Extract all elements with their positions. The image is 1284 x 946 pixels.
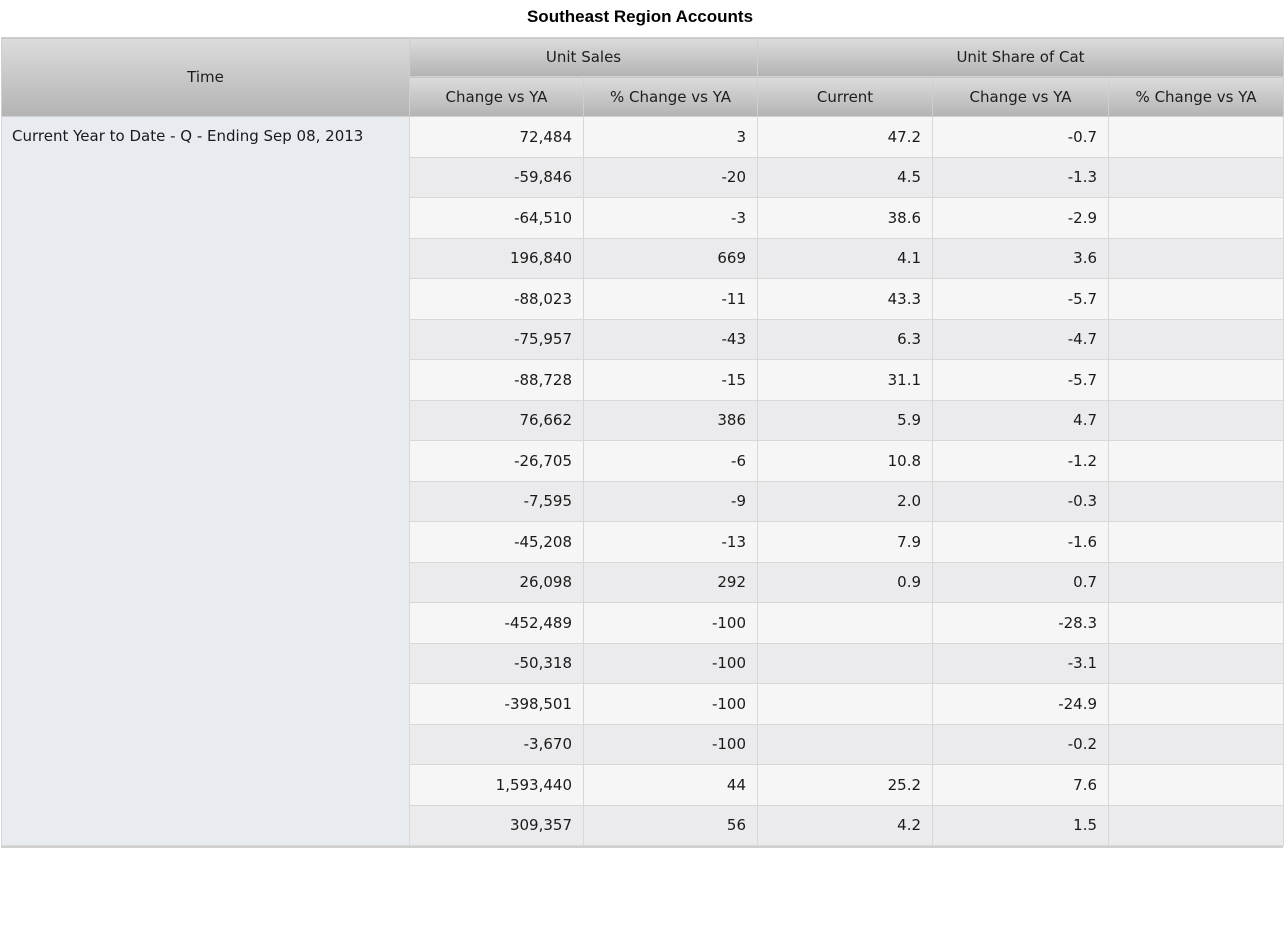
unit-sales-group-header[interactable]: Unit Sales [410, 38, 758, 77]
table-cell: 7.6 [933, 765, 1109, 806]
table-cell: 0.9 [758, 562, 933, 603]
table-cell [1109, 238, 1284, 279]
table-cell: 4.5 [758, 157, 933, 198]
table-cell: -59,846 [410, 157, 584, 198]
table-cell [1109, 117, 1284, 158]
table-cell: -100 [584, 724, 758, 765]
table-cell: -100 [584, 643, 758, 684]
table-cell: 72,484 [410, 117, 584, 158]
table-cell: -100 [584, 684, 758, 725]
table-cell: -28.3 [933, 603, 1109, 644]
table-cell [1109, 481, 1284, 522]
table-cell [1109, 400, 1284, 441]
table-cell: -6 [584, 441, 758, 482]
table-cell: -9 [584, 481, 758, 522]
table-cell: -7,595 [410, 481, 584, 522]
table-cell: 56 [584, 805, 758, 846]
table-bottom-border [1, 846, 1283, 848]
table-cell: 43.3 [758, 279, 933, 320]
table-cell: 5.9 [758, 400, 933, 441]
table-cell: -13 [584, 522, 758, 563]
column-header[interactable]: % Change vs YA [584, 77, 758, 117]
table-cell [758, 643, 933, 684]
table-cell: 6.3 [758, 319, 933, 360]
table-cell: -4.7 [933, 319, 1109, 360]
column-header[interactable]: % Change vs YA [1109, 77, 1284, 117]
table-cell: 4.2 [758, 805, 933, 846]
column-header[interactable]: Change vs YA [410, 77, 584, 117]
table-cell: 4.1 [758, 238, 933, 279]
table-cell: 7.9 [758, 522, 933, 563]
table-cell: -100 [584, 603, 758, 644]
table-cell: 25.2 [758, 765, 933, 806]
table-cell: -64,510 [410, 198, 584, 239]
table-cell: 2.0 [758, 481, 933, 522]
time-column-header[interactable]: Time [2, 38, 410, 117]
table-cell [1109, 157, 1284, 198]
table-cell: -398,501 [410, 684, 584, 725]
table-cell: -0.3 [933, 481, 1109, 522]
table-cell [1109, 279, 1284, 320]
table-cell: 292 [584, 562, 758, 603]
report-title: Southeast Region Accounts [526, 7, 754, 26]
table-cell: 26,098 [410, 562, 584, 603]
table-cell: 10.8 [758, 441, 933, 482]
table-cell: 76,662 [410, 400, 584, 441]
table-cell: -2.9 [933, 198, 1109, 239]
table-cell: 1,593,440 [410, 765, 584, 806]
table-cell: 3.6 [933, 238, 1109, 279]
table-cell: -88,023 [410, 279, 584, 320]
table-cell [1109, 562, 1284, 603]
table-cell: 44 [584, 765, 758, 806]
table-cell: 0.7 [933, 562, 1109, 603]
table-cell [1109, 684, 1284, 725]
table-cell: -1.2 [933, 441, 1109, 482]
table-cell: -452,489 [410, 603, 584, 644]
column-header[interactable]: Change vs YA [933, 77, 1109, 117]
table-cell: 31.1 [758, 360, 933, 401]
table-cell: -26,705 [410, 441, 584, 482]
table-cell [1109, 603, 1284, 644]
table-cell [758, 684, 933, 725]
table-cell: 38.6 [758, 198, 933, 239]
table-cell: 3 [584, 117, 758, 158]
table-cell: -5.7 [933, 279, 1109, 320]
table-cell: -88,728 [410, 360, 584, 401]
table-cell: 309,357 [410, 805, 584, 846]
time-row-label: Current Year to Date - Q - Ending Sep 08, 2013 [2, 117, 410, 846]
table-cell: -50,318 [410, 643, 584, 684]
table-cell [758, 603, 933, 644]
table-cell [1109, 360, 1284, 401]
table-cell [758, 724, 933, 765]
table-cell: -0.7 [933, 117, 1109, 158]
table-cell: -3.1 [933, 643, 1109, 684]
table-cell: -43 [584, 319, 758, 360]
table-cell: -15 [584, 360, 758, 401]
table-cell [1109, 441, 1284, 482]
table-cell: -45,208 [410, 522, 584, 563]
table-cell [1109, 805, 1284, 846]
table-cell: -1.6 [933, 522, 1109, 563]
table-cell [1109, 319, 1284, 360]
table-cell [1109, 198, 1284, 239]
table-cell: -1.3 [933, 157, 1109, 198]
table-cell: -20 [584, 157, 758, 198]
data-table [1, 37, 1284, 846]
table-cell: 4.7 [933, 400, 1109, 441]
table-cell: 669 [584, 238, 758, 279]
table-cell: -0.2 [933, 724, 1109, 765]
table-cell: 47.2 [758, 117, 933, 158]
table-cell: 196,840 [410, 238, 584, 279]
table-cell [1109, 522, 1284, 563]
table-cell: 386 [584, 400, 758, 441]
table-cell: -24.9 [933, 684, 1109, 725]
table-cell: -3,670 [410, 724, 584, 765]
table-cell: 1.5 [933, 805, 1109, 846]
table-cell: -5.7 [933, 360, 1109, 401]
table-cell: -3 [584, 198, 758, 239]
column-header[interactable]: Current [758, 77, 933, 117]
table-cell [1109, 724, 1284, 765]
table-cell: -75,957 [410, 319, 584, 360]
table-cell [1109, 765, 1284, 806]
table-cell [1109, 643, 1284, 684]
unit-share-group-header[interactable]: Unit Share of Cat [758, 38, 1284, 77]
table-body [2, 117, 1284, 846]
table-cell: -11 [584, 279, 758, 320]
table-row [2, 117, 1284, 158]
